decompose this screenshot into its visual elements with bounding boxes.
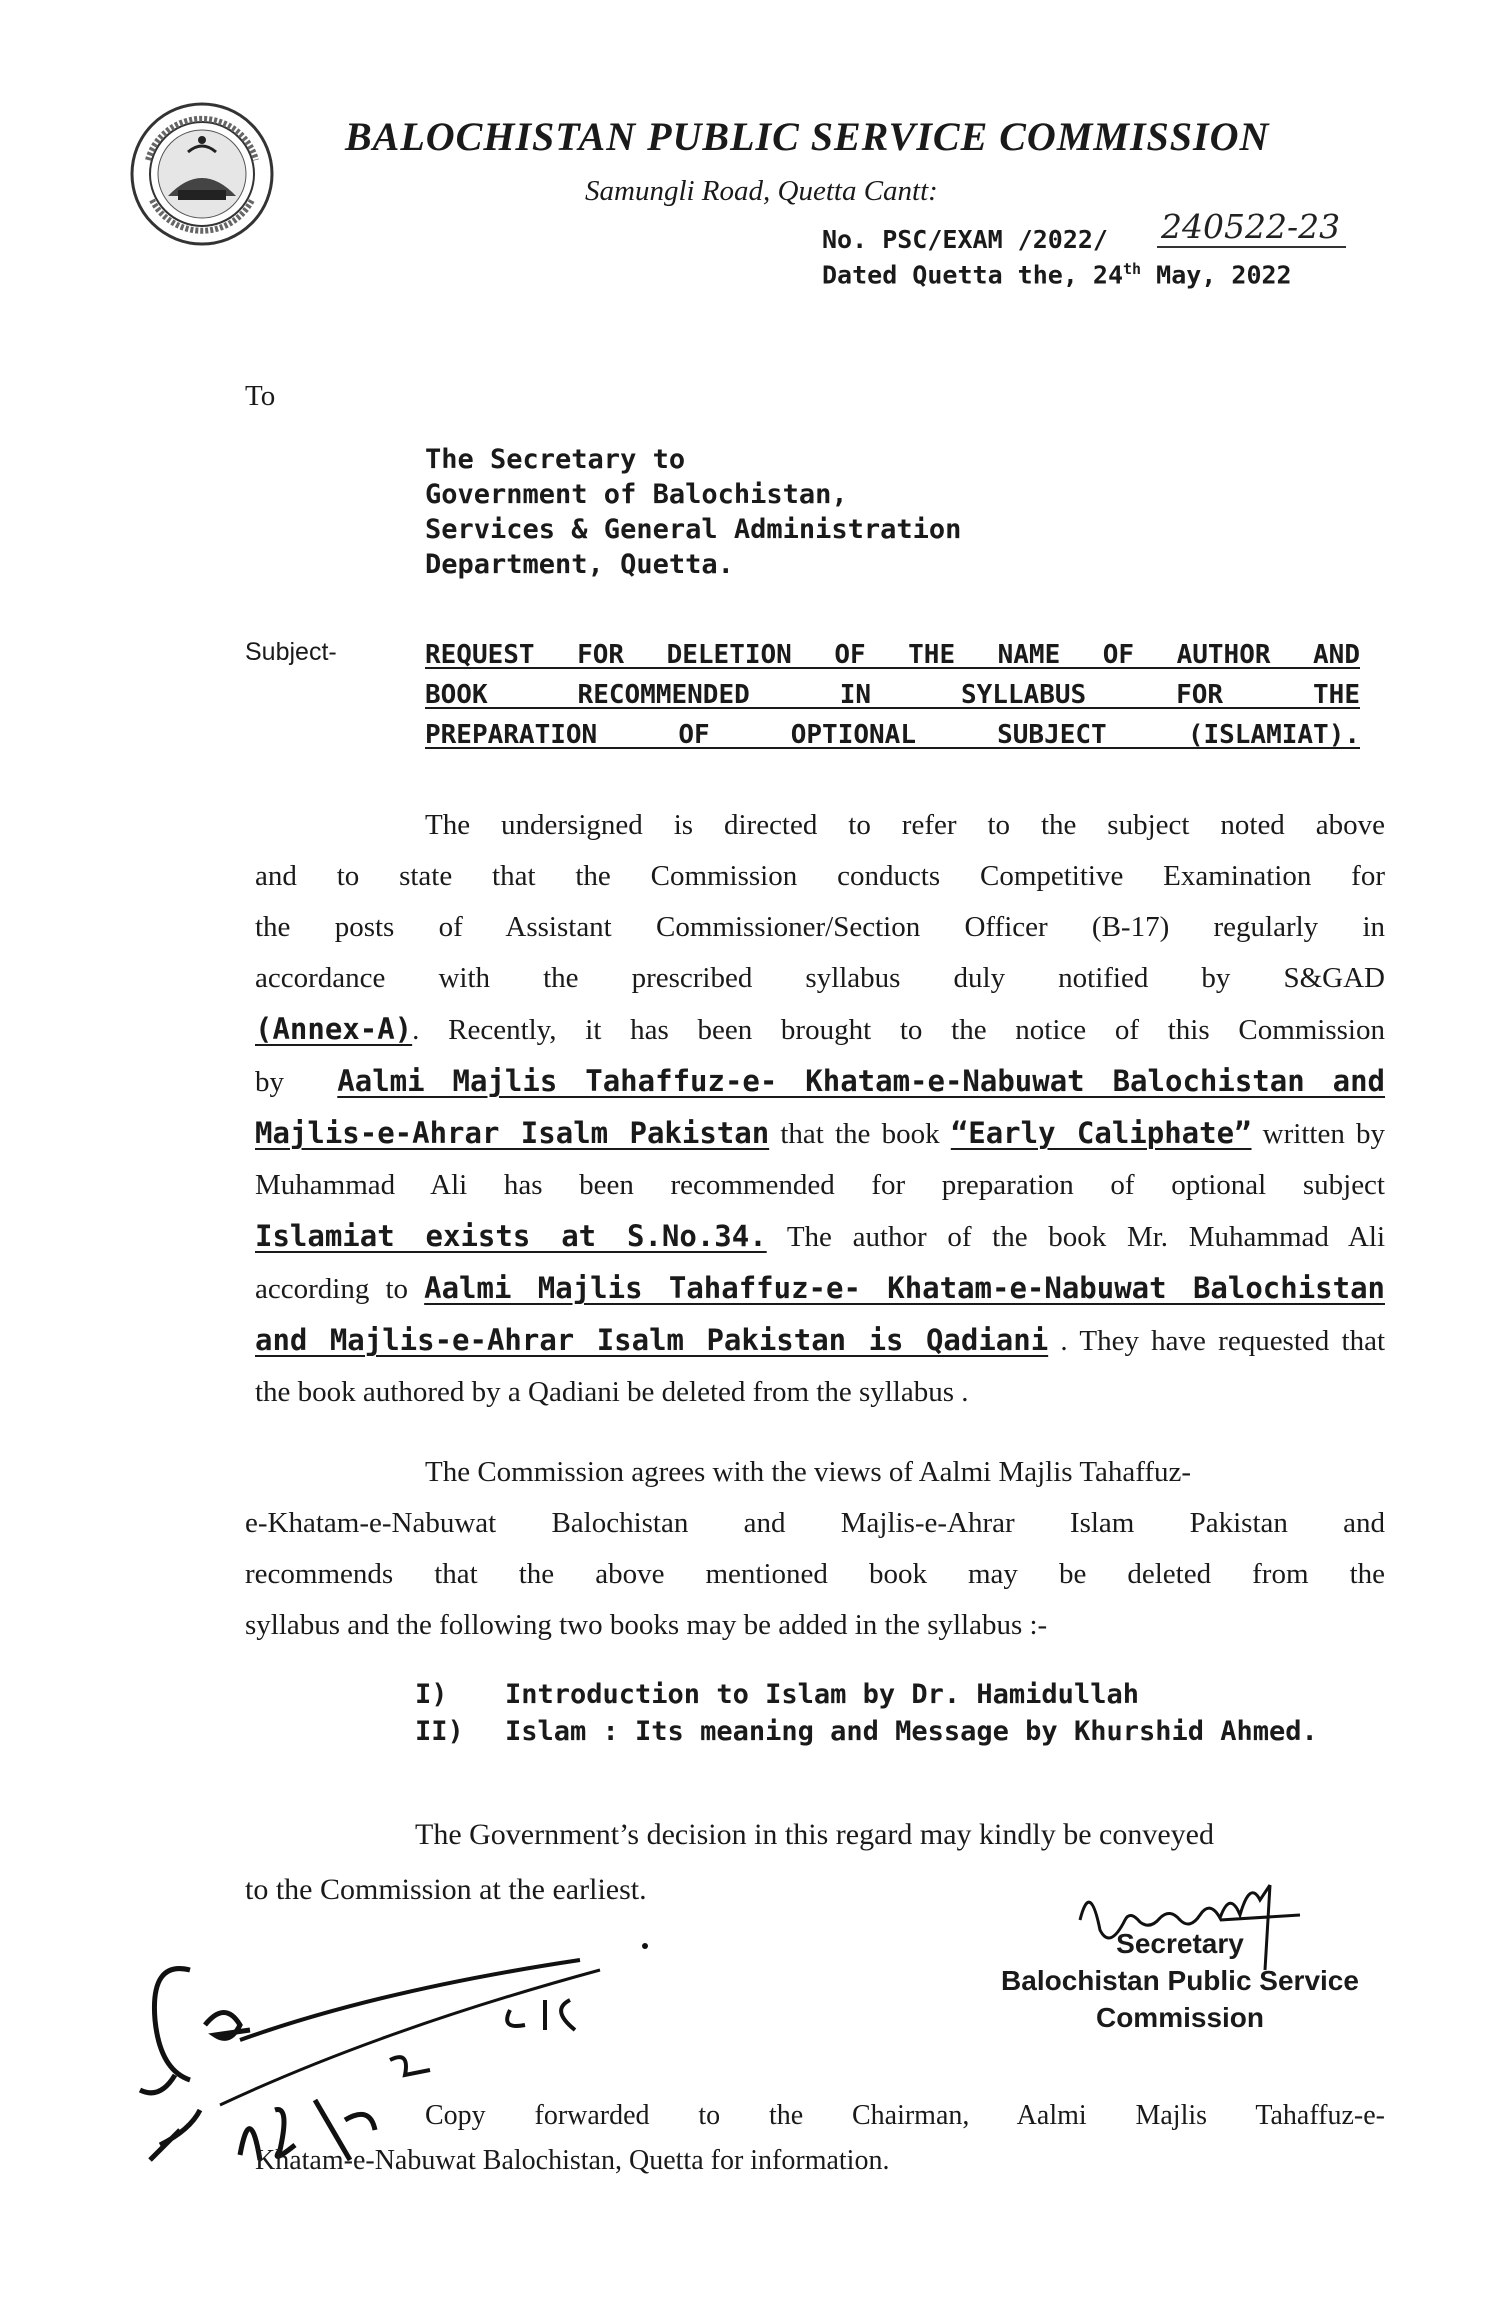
to-label: To (245, 380, 276, 412)
para-line: e-Khatam-e-Nabuwat Balochistan and Majlis-e-Ahrar Islam Pakistan and (245, 1507, 1385, 1539)
signatory-org: Commission (1095, 2002, 1265, 2033)
signature-block (970, 1925, 1390, 2036)
addressee-line: Services & General Administration (425, 514, 962, 545)
organization-address: Samungli Road, Quetta Cantt: (585, 175, 938, 207)
subject-reference: Islamiat exists at S.No.34. (255, 1219, 767, 1253)
para-line: The undersigned is directed to refer to the subject noted above (425, 809, 1385, 841)
subject-line: PREPARATION OF OPTIONAL SUBJECT (ISLAMIAT). (425, 720, 1360, 750)
para-line: and to state that the Commission conducts Competitive Examination for (255, 860, 1385, 892)
para-line: Islamiat exists at S.No.34. The author of the book Mr. Muhammad Ali (255, 1219, 1386, 1253)
subject-label: Subject- (245, 638, 337, 666)
addressee-block (425, 442, 961, 582)
para-line: The Government’s decision in this regard may kindly be conveyed (415, 1818, 1214, 1851)
book-title: “Early Caliphate” (950, 1116, 1252, 1150)
subject-heading (425, 635, 1360, 755)
subject-line: REQUEST FOR DELETION OF THE NAME OF AUTHOR AND (425, 640, 1360, 670)
para-line: Majlis-e-Ahrar Isalm Pakistan that the book “Early Caliphate” written by (255, 1116, 1385, 1150)
para-line: (Annex-A). Recently, it has been brought to the notice of this Commission (255, 1012, 1385, 1046)
list-item: II) Islam : Its meaning and Message by Khurshid Ahmed. (415, 1716, 1318, 1747)
para-line: the book authored by a Qadiani be deleted from the syllabus . (255, 1376, 969, 1408)
body-paragraph-2 (245, 1447, 1385, 1651)
subject-line: BOOK RECOMMENDED IN SYLLABUS FOR THE (425, 680, 1360, 710)
letter-date: Dated Quetta the, 24th May, 2022 (822, 260, 1292, 290)
org-reference: Aalmi Majlis Tahaffuz-e- Khatam-e-Nabuwat Balochistan (424, 1271, 1385, 1305)
para-line: to the Commission at the earliest. (245, 1873, 647, 1906)
para-line: Muhammad Ali has been recommended for preparation of optional subject (255, 1169, 1385, 1201)
addressee-line: Department, Quetta. (425, 549, 734, 580)
para-line: according to Aalmi Majlis Tahaffuz-e- Khatam-e-Nabuwat Balochistan (255, 1271, 1385, 1305)
addressee-line: Government of Balochistan, (425, 479, 848, 510)
handwritten-reference: 240522-23 (1157, 207, 1346, 248)
para-line: recommends that the above mentioned book may be deleted from the (245, 1558, 1385, 1590)
org-reference: Aalmi Majlis Tahaffuz-e- Khatam-e-Nabuwat Balochistan and (337, 1064, 1386, 1098)
para-line: Khatam-e-Nabuwat Balochistan, Quetta for information. (255, 2145, 890, 2176)
body-paragraph-1 (255, 800, 1385, 1418)
reference-number: No. PSC/EXAM /2022/ (822, 225, 1108, 254)
para-line: syllabus and the following two books may be added in the syllabus :- (245, 1609, 1048, 1641)
recommended-books-list (415, 1676, 1318, 1750)
para-line: the posts of Assistant Commissioner/Section Officer (B-17) regularly in (255, 911, 1385, 943)
commission-seal-logo (128, 100, 276, 248)
signatory-org: Balochistan Public Service (1001, 1965, 1359, 1996)
org-reference: Majlis-e-Ahrar Isalm Pakistan (255, 1116, 770, 1150)
annex-reference: (Annex-A) (255, 1012, 413, 1046)
addressee-line: The Secretary to (425, 444, 686, 475)
para-line: Copy forwarded to the Chairman, Aalmi Majlis Tahaffuz-e- (425, 2100, 1385, 2131)
para-line: The Commission agrees with the views of Aalmi Majlis Tahaffuz- (425, 1456, 1192, 1488)
copy-forwarded-note (255, 2093, 1385, 2183)
org-reference: and Majlis-e-Ahrar Isalm Pakistan is Qadiani (255, 1323, 1049, 1357)
para-line: accordance with the prescribed syllabus duly notified by S&GAD (255, 962, 1385, 994)
organization-name: BALOCHISTAN PUBLIC SERVICE COMMISSION (345, 114, 1270, 159)
signatory-title: Secretary (1116, 1928, 1244, 1959)
para-line: by Aalmi Majlis Tahaffuz-e- Khatam-e-Nabuwat Balochistan and (255, 1064, 1386, 1098)
list-item: I) Introduction to Islam by Dr. Hamidullah (415, 1679, 1139, 1710)
para-line: and Majlis-e-Ahrar Isalm Pakistan is Qadiani . They have requested that (255, 1323, 1385, 1357)
